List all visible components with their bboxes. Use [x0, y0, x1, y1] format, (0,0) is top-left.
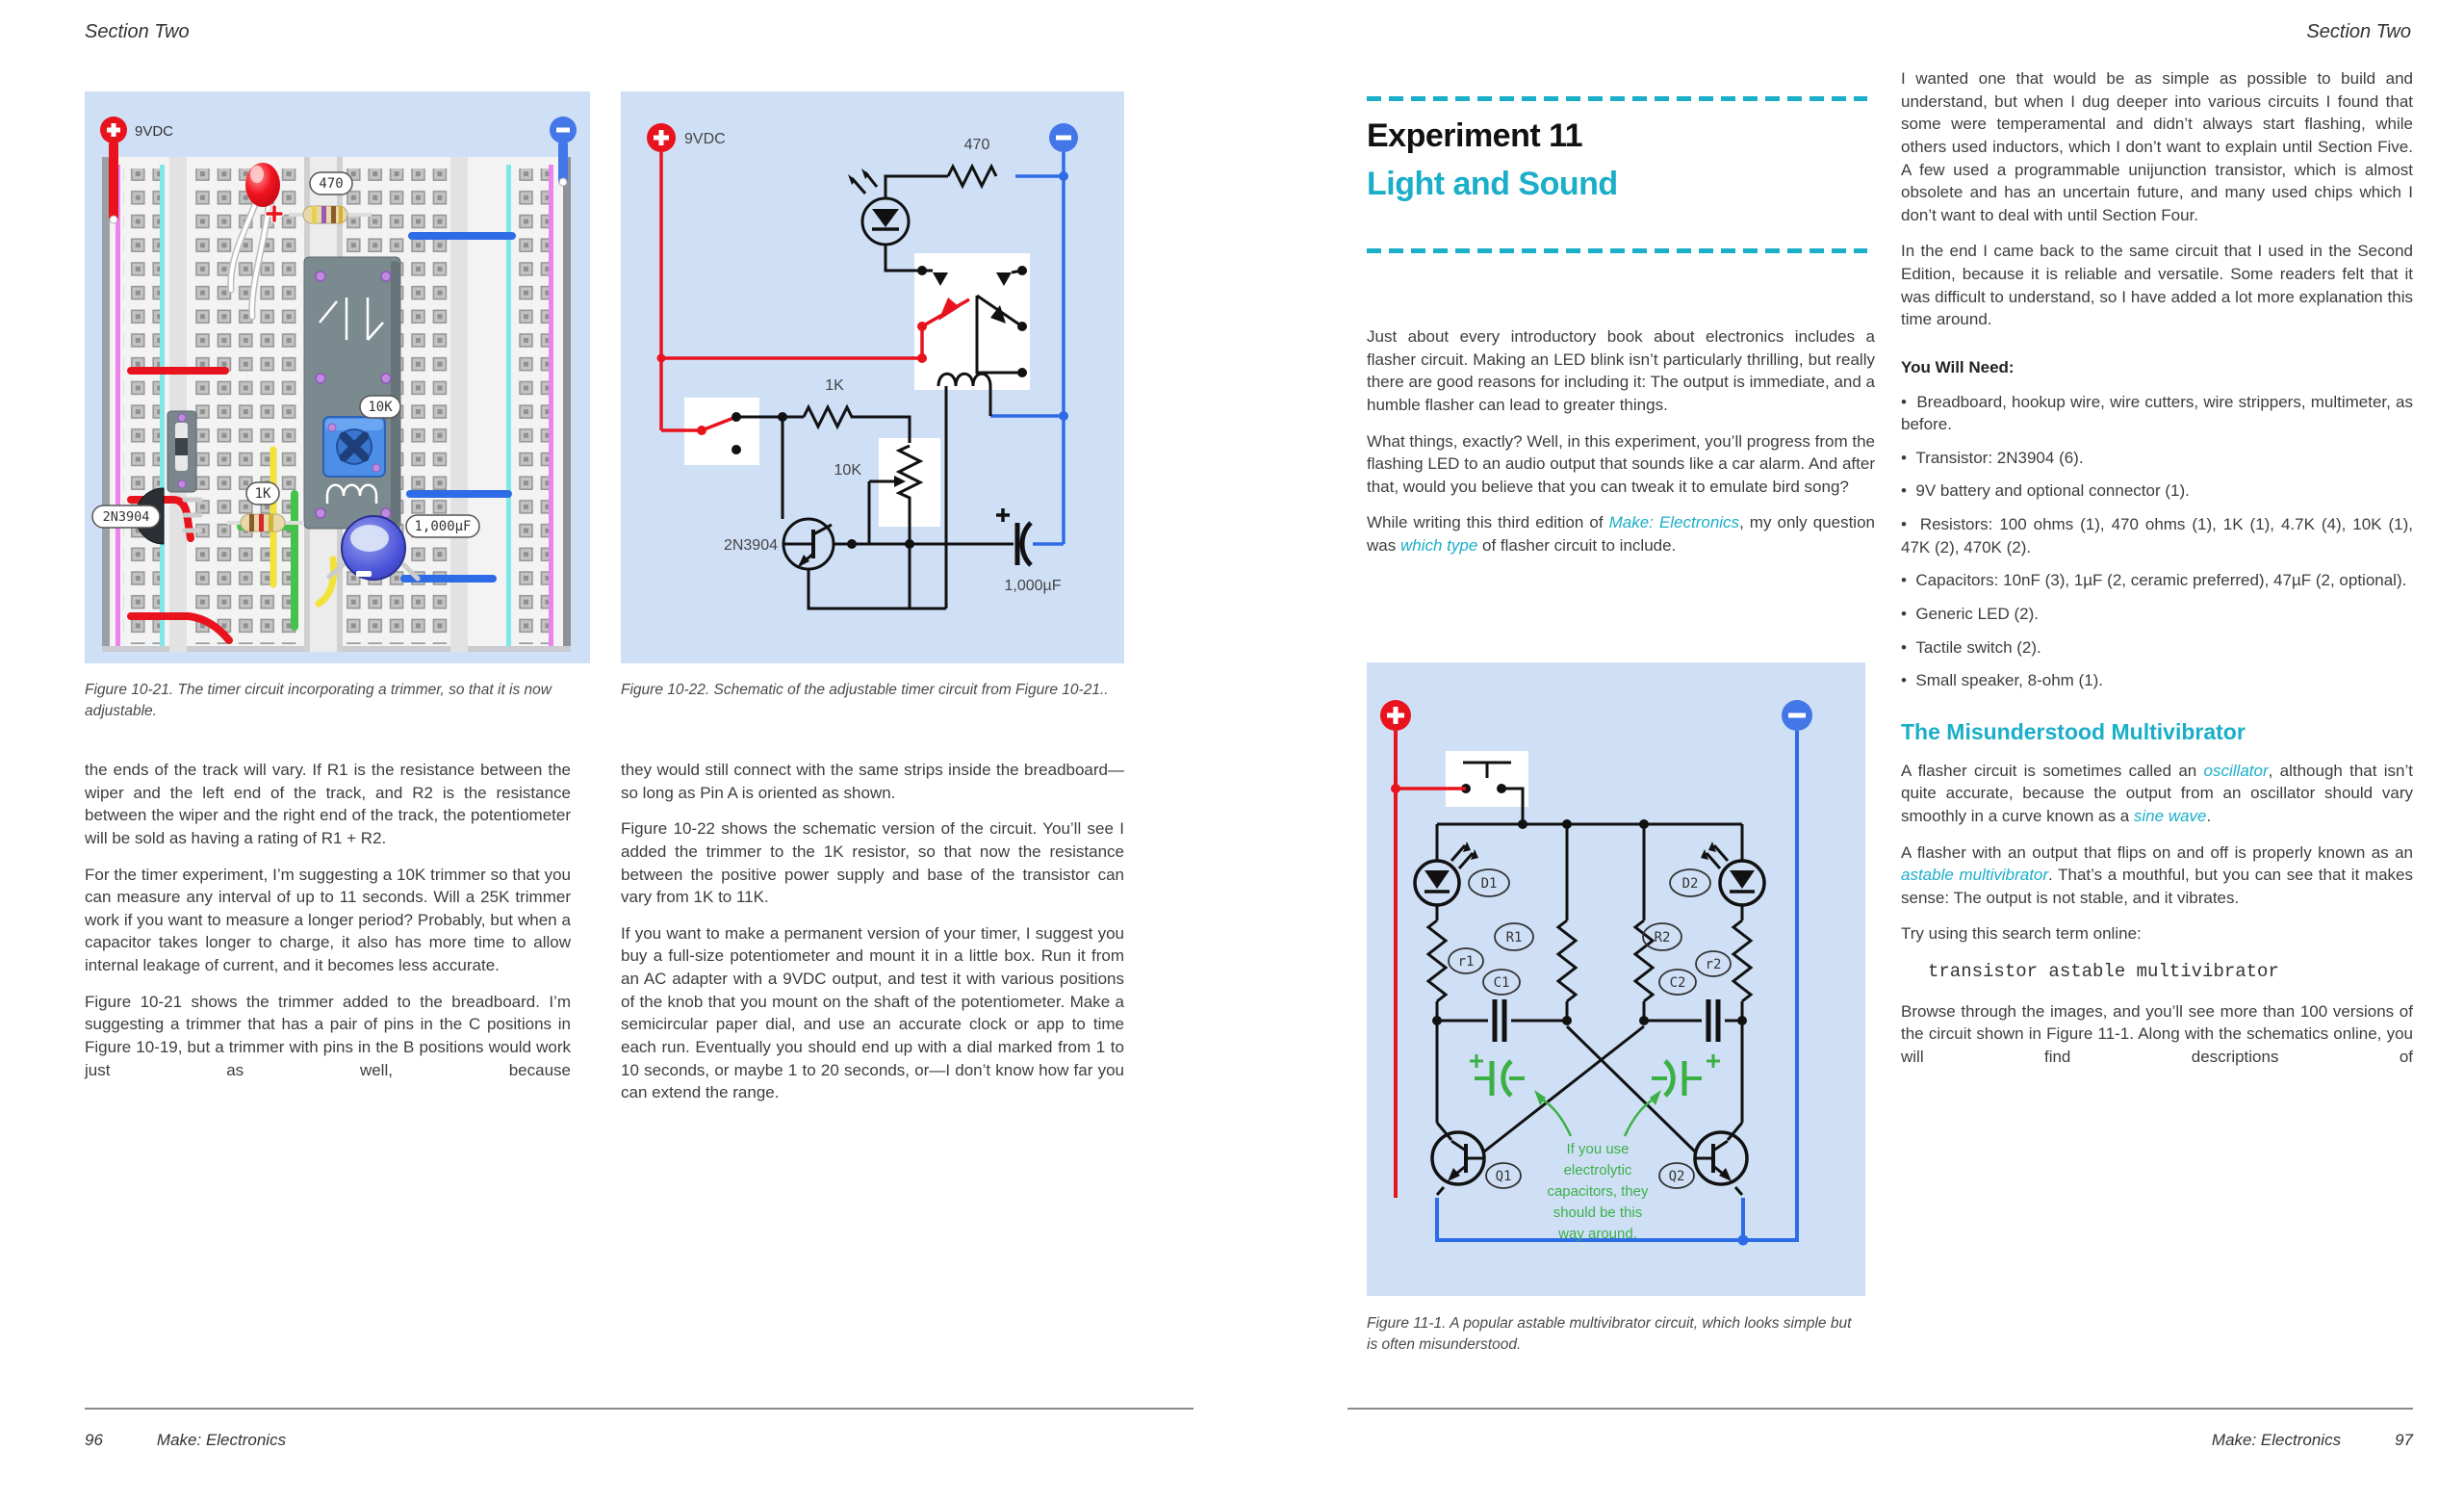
paragraph: While writing this third edition of Make: Electronics, my only question was which type of flasher circuit to include.	[1367, 513, 1875, 555]
svg-text:R2: R2	[1654, 930, 1671, 945]
list-item: • Capacitors: 10nF (3), 1µF (2, ceramic preferred), 47µF (2, optional).	[1901, 569, 2413, 592]
parts-list	[1901, 391, 2413, 692]
svg-text:C2: C2	[1669, 975, 1686, 991]
r470-label: 470	[963, 137, 990, 153]
label-pill-10k	[360, 396, 400, 418]
right-running-header: Section Two	[2306, 21, 2411, 42]
svg-text:electrolytic: electrolytic	[1563, 1162, 1632, 1178]
svg-text:r1: r1	[1457, 954, 1475, 970]
svg-text:capacitors, they: capacitors, they	[1547, 1183, 1649, 1200]
right-footer	[2212, 1431, 2413, 1450]
list-item: • Resistors: 100 ohms (1), 470 ohms (1), 1K (1), 4.7K (4), 10K (1), 47K (2), 470K (2).	[1901, 513, 2413, 558]
svg-text:C1: C1	[1493, 975, 1510, 991]
left-footer-rule	[85, 1408, 1194, 1410]
blue-node	[1738, 1235, 1749, 1246]
paragraph: Figure 10-21 shows the trimmer added to the breadboard. I’m suggesting a trimmer that has a pair of pins in the C positions in Figure 10-19, but a trimmer with pins in the B positions would work just as well, because	[85, 992, 571, 1079]
voltage-label: 9VDC	[684, 131, 726, 147]
paragraph: I wanted one that would be as simple as possible to build and understand, but when I dug deeper into various circuits I found that some were temperamental and didn’t always start flashing, while others used inductors, which I don’t want to explain until Section Five. A few used a programmable unijunction transistor, which is almost obsolete and has an uncertain future, and many used chips which I don’t want to deal with until Section Four.	[1901, 69, 2413, 224]
svg-text:1,000µF: 1,000µF	[414, 519, 472, 534]
list-item: • Generic LED (2).	[1901, 603, 2413, 626]
paragraph: If you want to make a permanent version of your timer, I suggest you buy a full-size potentiometer and mount it in a little box. Run it from an AC adapter with a 9VDC output, and test it with various positions of the knob that you mount on the shaft of the potentiometer. Make a semicircular paper dial, and use an accurate clock or app to time each run. Eventually you should end up with a dial marked from 1 to 10 seconds, or maybe 1 to 20 seconds, or—I don’t know how far you can extend the range.	[621, 923, 1124, 1102]
list-item: • Small speaker, 8-ohm (1).	[1901, 669, 2413, 692]
search-term-code: transistor astable multivibrator	[1928, 961, 2279, 983]
svg-text:1K: 1K	[254, 486, 271, 502]
you-will-need-heading: You Will Need:	[1901, 357, 2015, 376]
paragraph: For the timer experiment, I’m suggesting a 10K trimmer so that you can measure any interval of up to 11 seconds. Will a 25K trimmer work if you want to measure a longer period? Probably, but when a capacitor takes longer to charge, it also has more time to allow internal leakage of current, and it becomes less accurate.	[85, 865, 571, 974]
r1k-label: 1K	[825, 377, 844, 394]
page-number: 97	[2395, 1431, 2413, 1449]
left-column-1	[85, 759, 571, 1095]
pushbutton-box	[1446, 751, 1528, 807]
paragraph: A flasher circuit is sometimes called an oscillator, although that isn’t quite accurate, because the output from an oscillator should vary smoothly in a curve known as a sine wave.	[1901, 761, 2413, 825]
paragraph: Figure 10-22 shows the schematic version of the circuit. You’ll see I added the trimmer to the 1K resistor, so that now the resistance between the positive power supply and base of the transistor can vary from 1K to 11K.	[621, 819, 1124, 907]
paragraph: Just about every introductory book about electronics includes a flasher circuit. Making an LED blink isn’t particularly thrilling, but really there are good reasons for including it: The output is immediate, and a humble flasher can lead to greater things.	[1367, 327, 1875, 414]
multivibrator-schematic	[1367, 662, 1865, 1296]
paragraph: What things, exactly? Well, in this experiment, you’ll progress from the flashing LED to an audio output that sounds like a car alarm. And after that, would you believe that you can tweak it to emulate bird song?	[1367, 431, 1875, 496]
experiment-title: Light and Sound	[1367, 166, 1618, 202]
label-pill-1000uf	[406, 515, 479, 537]
svg-text:10K: 10K	[368, 400, 393, 415]
figure-11-1-multivibrator	[1367, 662, 1865, 1296]
list-item: • Breadboard, hookup wire, wire cutters, wire strippers, multimeter, as before.	[1901, 391, 2413, 436]
book-title: Make: Electronics	[156, 1431, 287, 1449]
experiment-kicker: Experiment 11	[1367, 117, 1583, 154]
minus-terminal-icon	[1782, 700, 1812, 731]
paragraph: the ends of the track will vary. If R1 is the resistance between the wiper and the left end of the track, and R2 is the resistance between the wiper and the right end of the track, the potentiometer will be sold as having a rating of R1 + R2.	[85, 761, 571, 847]
voltage-label: 9VDC	[135, 123, 174, 140]
left-footer	[85, 1431, 286, 1450]
book-title: Make: Electronics	[2211, 1431, 2342, 1449]
right-intro-column	[1367, 325, 1875, 571]
list-item: • 9V battery and optional connector (1).	[1901, 479, 2413, 503]
transistor-label: 2N3904	[723, 537, 778, 554]
r10k-label: 10K	[834, 462, 861, 479]
minus-terminal-icon	[1049, 123, 1078, 152]
svg-text:Q2: Q2	[1668, 1169, 1685, 1184]
svg-text:should be this: should be this	[1553, 1204, 1643, 1221]
list-item: • Tactile switch (2).	[1901, 636, 2413, 660]
svg-text:D2: D2	[1681, 876, 1699, 892]
svg-text:R1: R1	[1505, 930, 1523, 945]
right-footer-rule	[1348, 1408, 2413, 1410]
dashed-rule-bottom	[1367, 248, 1867, 253]
left-running-header: Section Two	[85, 21, 190, 42]
label-pill-470	[310, 172, 352, 194]
svg-text:Q1: Q1	[1495, 1169, 1512, 1184]
svg-text:way around.: way around.	[1558, 1226, 1637, 1242]
paragraph: A flasher with an output that flips on and off is properly known as an astable multivibrator. That’s a mouthful, but you can see that it makes sense: The output is not stable, and it vibrates.	[1901, 842, 2413, 907]
label-pill-1k	[246, 482, 279, 505]
slide-switch-component	[167, 411, 196, 492]
paragraph: Try using this search term online:	[1901, 924, 2142, 944]
figure-11-1-caption: Figure 11-1. A popular astable multivibrator circuit, which looks simple but is often misunderstood.	[1367, 1315, 1852, 1354]
timer-schematic	[621, 91, 1124, 663]
relay-component	[304, 257, 400, 529]
svg-text:D1: D1	[1480, 876, 1498, 892]
plus-terminal-icon	[647, 123, 676, 152]
paragraph: In the end I came back to the same circuit that I used in the Second Edition, because it is reliable and versatile. Some readers felt that it was difficult to understand, so I have added a lot more explanation this time around.	[1901, 242, 2413, 329]
dashed-rule-top	[1367, 96, 1867, 101]
figure-10-21-caption: Figure 10-21. The timer circuit incorporating a trimmer, so that it is now adjustable.	[85, 682, 552, 720]
page-number: 96	[85, 1431, 103, 1449]
svg-text:470: 470	[319, 176, 344, 192]
figure-10-21-breadboard	[85, 91, 590, 663]
plus-terminal-icon	[1380, 700, 1411, 731]
svg-text:2N3904: 2N3904	[102, 509, 150, 525]
section-heading: The Misunderstood Multivibrator	[1901, 718, 2246, 744]
cap-label: 1,000µF	[1004, 578, 1062, 594]
left-column-2	[621, 759, 1124, 1118]
paragraph: they would still connect with the same strips inside the breadboard—so long as Pin A is oriented as shown.	[621, 761, 1124, 802]
breadboard-illustration	[85, 91, 590, 663]
figure-10-22-schematic	[621, 91, 1124, 663]
label-pill-2n3904	[92, 505, 160, 528]
trimmer-10k-component	[323, 417, 385, 477]
paragraph: Browse through the images, and you’ll see more than 100 versions of the circuit shown in Figure 11-1. Along with the schematics online, you will find descriptions of	[1901, 1001, 2413, 1066]
list-item: • Transistor: 2N3904 (6).	[1901, 447, 2413, 470]
svg-text:r2: r2	[1705, 957, 1722, 972]
right-column	[1901, 67, 2413, 1081]
figure-10-22-caption: Figure 10-22. Schematic of the adjustable timer circuit from Figure 10-21..	[621, 682, 1109, 698]
svg-text:If you use: If you use	[1566, 1141, 1630, 1157]
